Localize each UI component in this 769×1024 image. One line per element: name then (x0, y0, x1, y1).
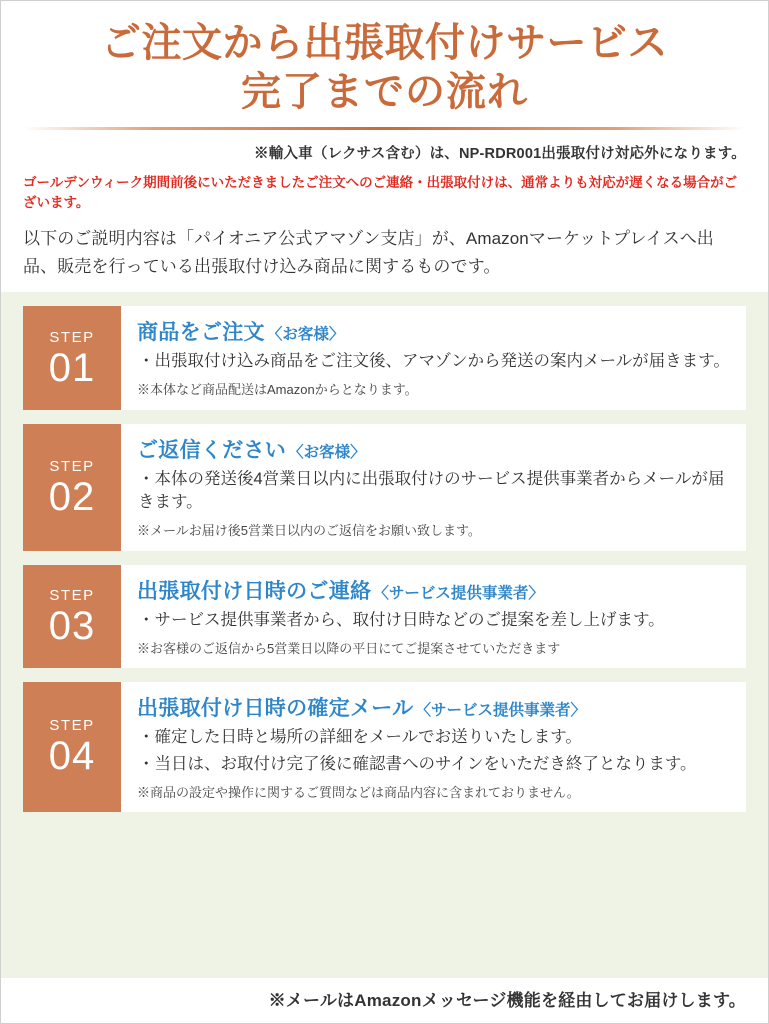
step-word: STEP (49, 586, 95, 604)
step-word: STEP (49, 457, 95, 475)
footer-note: ※メールはAmazonメッセージ機能を経由してお届けします。 (1, 978, 768, 1023)
step-note: ※メールお届け後5営業日以内のご返信をお願い致します。 (137, 523, 481, 539)
step-badge-01 (23, 306, 121, 409)
page-title-line-1: ご注文から出張取付けサービス (101, 21, 668, 65)
step-line: ・確定した日時と場所の詳細をメールでお送りいたします。 (138, 727, 582, 746)
step-badge-03 (23, 565, 121, 668)
step-badge-02 (23, 424, 121, 551)
golden-week-notice: ゴールデンウィーク期間前後にいただきましたご注文へのご連絡・出張取付けは、通常よりも対応が遅くなる場合がございます。 (23, 174, 738, 211)
step-row (23, 306, 746, 409)
steps-panel (1, 292, 768, 978)
step-number: 04 (48, 734, 96, 779)
step-line: ・本体の発送後4営業日以内に出張取付けのサービス提供事業者からメールが届きます。 (138, 469, 725, 512)
step-word: STEP (49, 328, 95, 346)
step-body-04 (121, 682, 746, 812)
import-car-notice: ※輸入車（レクサス含む）は、NP-RDR001出張取付け対応外になります。 (254, 145, 746, 162)
step-body-02 (121, 424, 746, 551)
step-heading (137, 692, 732, 722)
page-title-line-2: 完了までの流れ (241, 69, 528, 114)
step-body-01 (121, 306, 746, 409)
page-title (1, 1, 768, 136)
lead-paragraph: 以下のご説明内容は「パイオニア公式アマゾン支店」が、Amazonマーケットプレイスへ出品、販売を行っている出張取付け込み商品に関するものです。 (23, 229, 714, 276)
step-row (23, 682, 746, 812)
step-title: ご返信ください (137, 438, 287, 462)
step-heading (137, 316, 732, 346)
title-divider (24, 127, 746, 130)
step-note: ※お客様のご返信から5営業日以降の平日にてご提案させていただきます (137, 640, 561, 656)
step-line: ・当日は、お取付け完了後に確認書へのサインをいただき終了となります。 (138, 754, 697, 773)
step-number: 02 (48, 474, 96, 519)
step-badge-04 (23, 682, 121, 812)
step-title: 出張取付け日時のご連絡 (137, 579, 372, 603)
step-row (23, 424, 746, 551)
step-title: 商品をご注文 (137, 321, 265, 345)
step-line: ・サービス提供事業者から、取付け日時などのご提案を差し上げます。 (138, 610, 665, 629)
step-line: ・出張取付け込み商品をご注文後、アマゾンから発送の案内メールが届きます。 (138, 352, 730, 371)
step-note: ※本体など商品配送はAmazonからとなります。 (137, 382, 418, 398)
notice-section (1, 136, 768, 214)
step-number: 01 (48, 345, 96, 390)
step-actor: 〈お客様〉 (288, 443, 366, 461)
step-body-03 (121, 565, 746, 668)
step-title: 出張取付け日時の確定メール (137, 696, 414, 720)
step-number: 03 (48, 603, 96, 648)
step-actor: 〈お客様〉 (266, 326, 345, 344)
step-note: ※商品の設定や操作に関するご質問などは商品内容に含まれておりません。 (137, 784, 580, 800)
step-actor: 〈サービス提供事業者〉 (415, 701, 586, 719)
step-heading (137, 434, 732, 464)
step-word: STEP (49, 717, 95, 735)
step-heading (137, 575, 732, 605)
step-row (23, 565, 746, 668)
step-actor: 〈サービス提供事業者〉 (373, 584, 544, 602)
